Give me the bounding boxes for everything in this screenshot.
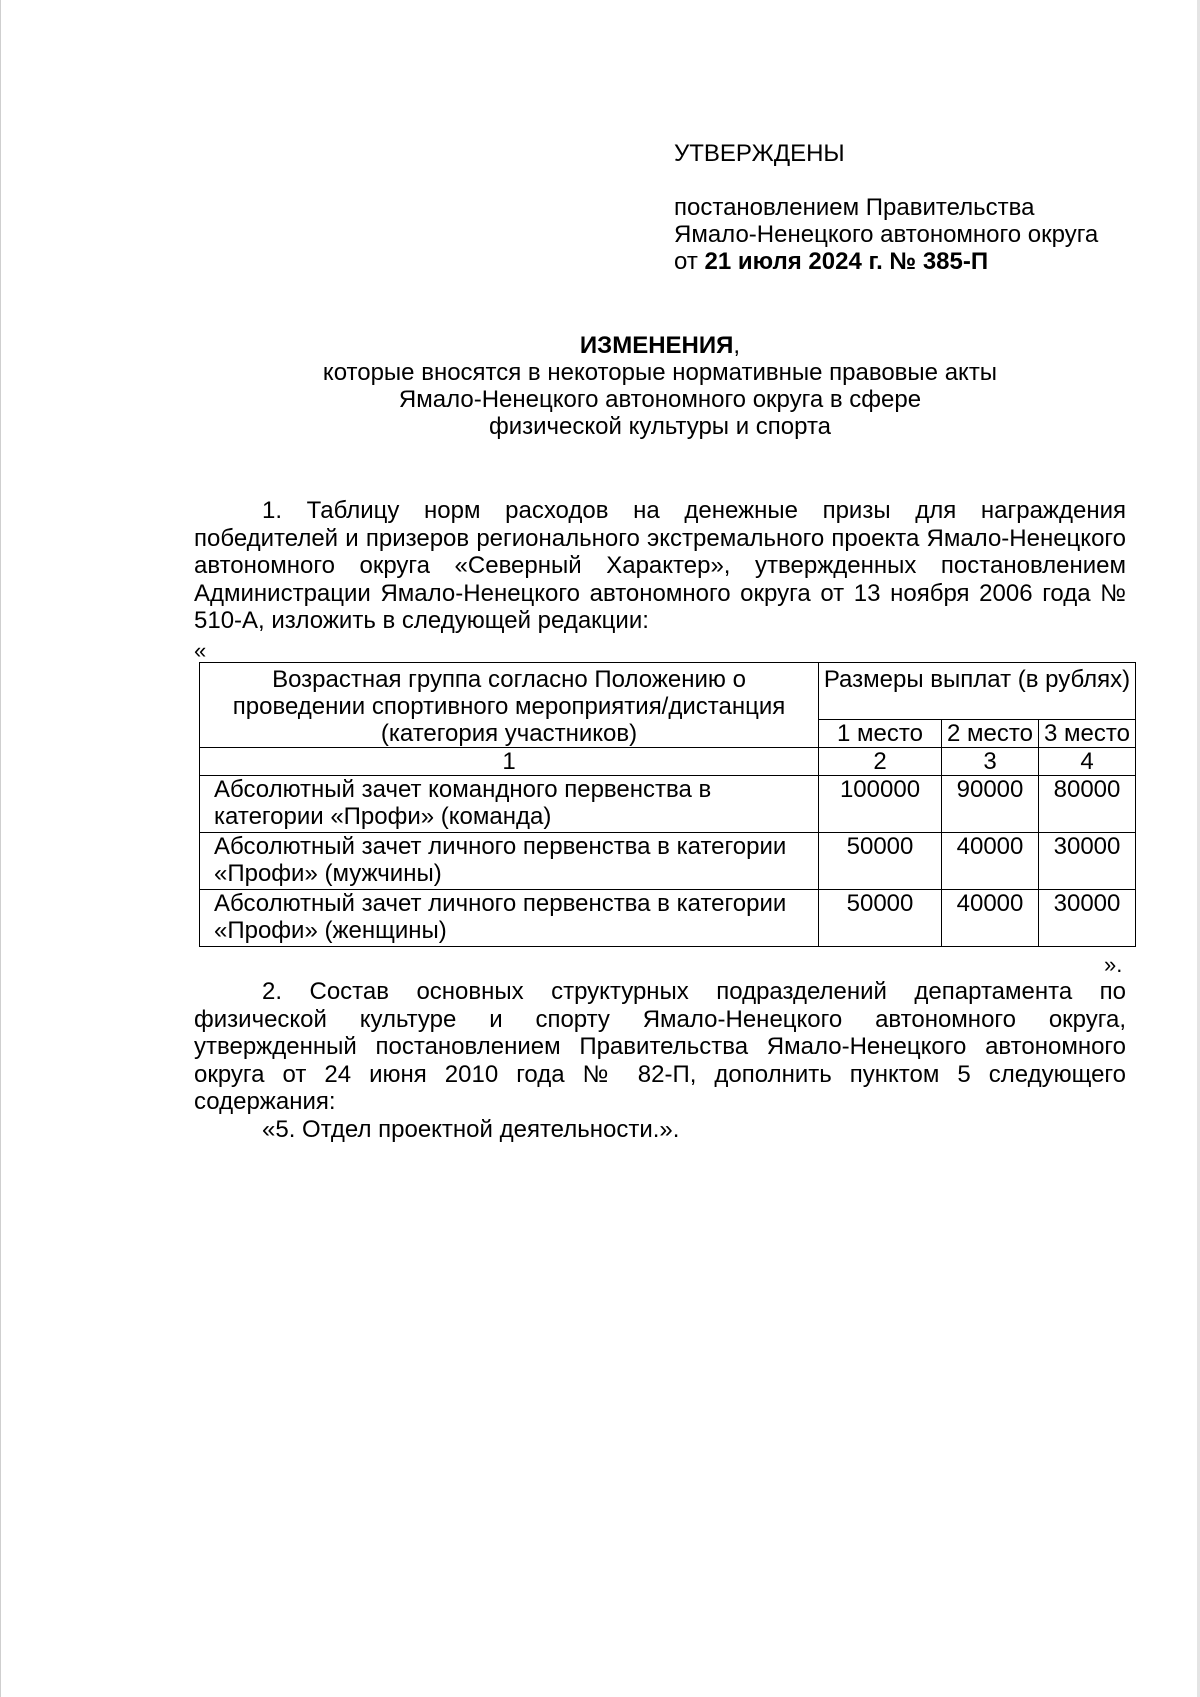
header-payments-cell: Размеры выплат (в рублях) [819,663,1136,720]
row-category: Абсолютный зачет командного первенства в категории «Профи» (команда) [200,776,819,833]
prize-norms-table [199,662,1136,947]
table-row [200,833,1136,890]
row-place-1-value: 50000 [819,833,942,890]
paragraph-1: 1. Таблицу норм расходов на денежные призы для награждения победителей и призеров регионального экстремального проекта Ямало-Ненецкого автономного округа «Северный Характер», утвержденных постановлением Администрации Ямало-Ненецкого автономного округа от 13 ноября 2006 года № 510-А, изложить в следующей редакции: [194,497,1126,634]
approval-block [674,140,1098,275]
header-group-cell: Возрастная группа согласно Положению о проведении спортивного мероприятия/дистанция (категория участников) [200,663,819,748]
row-place-2-value: 40000 [942,833,1039,890]
header-place-2: 2 место [942,719,1039,747]
row-place-2-value: 90000 [942,776,1039,833]
approval-title: УТВЕРЖДЕНЫ [674,140,845,167]
row-category: Абсолютный зачет личного первенства в категории «Профи» (женщины) [200,890,819,947]
heading-main-line [190,332,1130,359]
approval-line-1: постановлением Правительства [674,194,1035,221]
heading-line-1: которые вносятся в некоторые нормативные правовые акты [322,359,998,386]
table-number-row [200,748,1136,776]
header-place-3: 3 место [1039,719,1136,747]
row-place-1-value: 50000 [819,890,942,947]
row-place-1-value: 100000 [819,776,942,833]
document-heading [190,332,1130,440]
heading-comma: , [733,332,741,359]
row-place-2-value: 40000 [942,890,1039,947]
column-number-4: 4 [1039,748,1136,776]
row-place-3-value: 80000 [1039,776,1136,833]
row-place-3-value: 30000 [1039,833,1136,890]
table-quote-close: ». [1104,952,1123,977]
approval-prefix: от [674,248,698,275]
table-row [200,890,1136,947]
table-row [200,776,1136,833]
paragraph-2-item: «5. Отдел проектной деятельности.». [262,1116,680,1143]
page-left-edge [0,0,1,1697]
heading-line-3: физической культуры и спорта [488,413,832,440]
heading-line-2: Ямало-Ненецкого автономного округа в сфере [398,386,922,413]
table-header-row-1 [200,663,1136,720]
column-number-2: 2 [819,748,942,776]
approval-line-3 [674,248,1098,275]
column-number-1: 1 [200,748,819,776]
approval-date-number: 21 июля 2024 г. № 385-П [704,248,989,275]
header-place-1: 1 место [819,719,942,747]
approval-line-2: Ямало-Ненецкого автономного округа [674,221,1099,248]
row-category: Абсолютный зачет личного первенства в категории «Профи» (мужчины) [200,833,819,890]
table-quote-open: « [194,638,207,663]
column-number-3: 3 [942,748,1039,776]
paragraph-2: 2. Состав основных структурных подразделений департамента по физической культуре и спорту Ямало-Ненецкого автономного округа, утвержденный постановлением Правительства Ямало-Ненецкого автономного округа от 24 июня 2010 года № 82-П, дополнить пунктом 5 следующего содержания: [194,978,1126,1115]
heading-main: ИЗМЕНЕНИЯ [579,332,734,359]
row-place-3-value: 30000 [1039,890,1136,947]
